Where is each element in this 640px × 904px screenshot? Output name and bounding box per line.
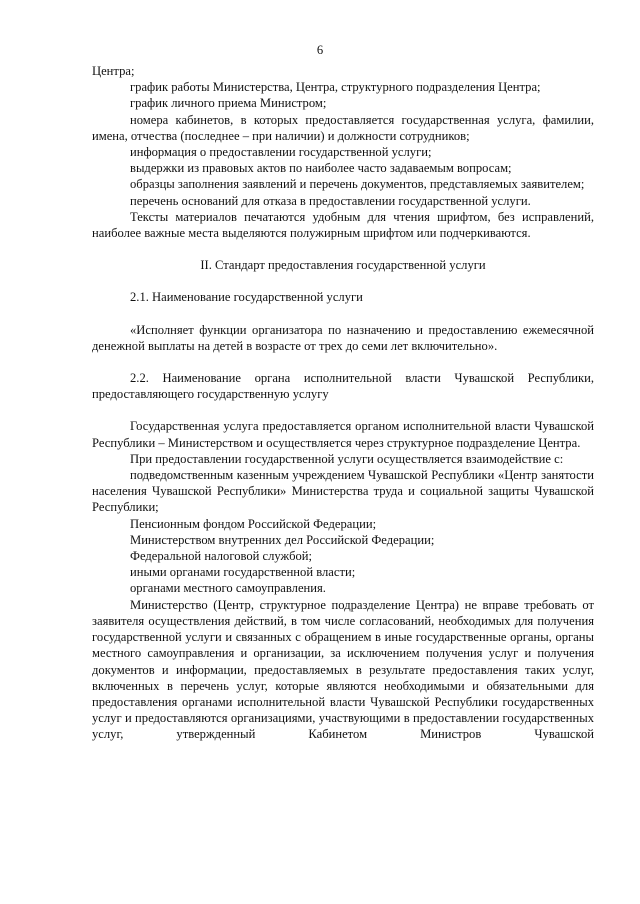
subsection-heading-2-1: 2.1. Наименование государственной услуги <box>130 290 363 305</box>
page-number: 6 <box>316 43 324 57</box>
paragraph: номера кабинетов, в которых предоставляется государственная услуга, фамилии, имена, отчества (последнее – при наличии) и должности сотрудников; <box>92 112 594 143</box>
paragraph: информация о предоставлении государственной услуги; <box>130 145 432 160</box>
paragraph: органами местного самоуправления. <box>130 581 326 596</box>
paragraph: график личного приема Министром; <box>130 96 327 111</box>
subsection-heading-2-2: 2.2. Наименование органа исполнительной власти Чувашской Республики, предоставляющего государственную услугу <box>92 371 594 402</box>
paragraph: подведомственным казенным учреждением Чувашской Республики «Центр занятости населения Чувашской Республики» Министерства труда и социальной защиты Чувашской Республики; <box>92 468 594 515</box>
section-title: II. Стандарт предоставления государственной услуги <box>200 258 486 273</box>
paragraph: Государственная услуга предоставляется органом исполнительной власти Чувашской Республики – Министерством и осуществляется через структурное подразделение Центра. <box>92 419 594 450</box>
paragraph: Министерство (Центр, структурное подразделение Центра) не вправе требовать от заявителя осуществления действий, в том числе согласований, необходимых для получения государственной услуги и связанных с обращением в иные государственные органы, органы местного самоуправления и организации, за исключением получения услуг и получения документов и информации, предоставляемых в результате предоставления таких услуг, включенных в перечень услуг, которые являются необходимыми и обязательными для предоставления органами исполнительной власти Чувашской Республики государственных услуг и предоставляются организациями, участвующими в предоставлении государственных услуг, утвержденный Кабинетом Министров Чувашской <box>92 597 594 742</box>
paragraph: Центра; <box>92 64 135 78</box>
paragraph: Федеральной налоговой службой; <box>130 549 313 564</box>
paragraph: перечень оснований для отказа в предоставлении государственной услуги. <box>130 193 531 208</box>
subsection-text-2-1: «Исполняет функции организатора по назначению и предоставлению ежемесячной денежной выплаты на детей в возрасте от трех до семи лет включительно». <box>92 322 594 353</box>
paragraph: выдержки из правовых актов по наиболее часто задаваемым вопросам; <box>130 161 512 176</box>
paragraph: Пенсионным фондом Российской Федерации; <box>130 516 377 531</box>
paragraph: график работы Министерства, Центра, структурного подразделения Центра; <box>130 80 541 95</box>
paragraph: Тексты материалов печатаются удобным для чтения шрифтом, без исправлений, наиболее важные места выделяются полужирным шрифтом или подчеркиваются. <box>92 209 594 241</box>
document-body <box>92 63 594 743</box>
paragraph: образцы заполнения заявлений и перечень документов, представляемых заявителем; <box>130 177 585 192</box>
paragraph: иными органами государственной власти; <box>130 565 356 580</box>
paragraph: Министерством внутренних дел Российской Федерации; <box>130 532 435 547</box>
paragraph: При предоставлении государственной услуги осуществляется взаимодействие с: <box>130 451 564 466</box>
